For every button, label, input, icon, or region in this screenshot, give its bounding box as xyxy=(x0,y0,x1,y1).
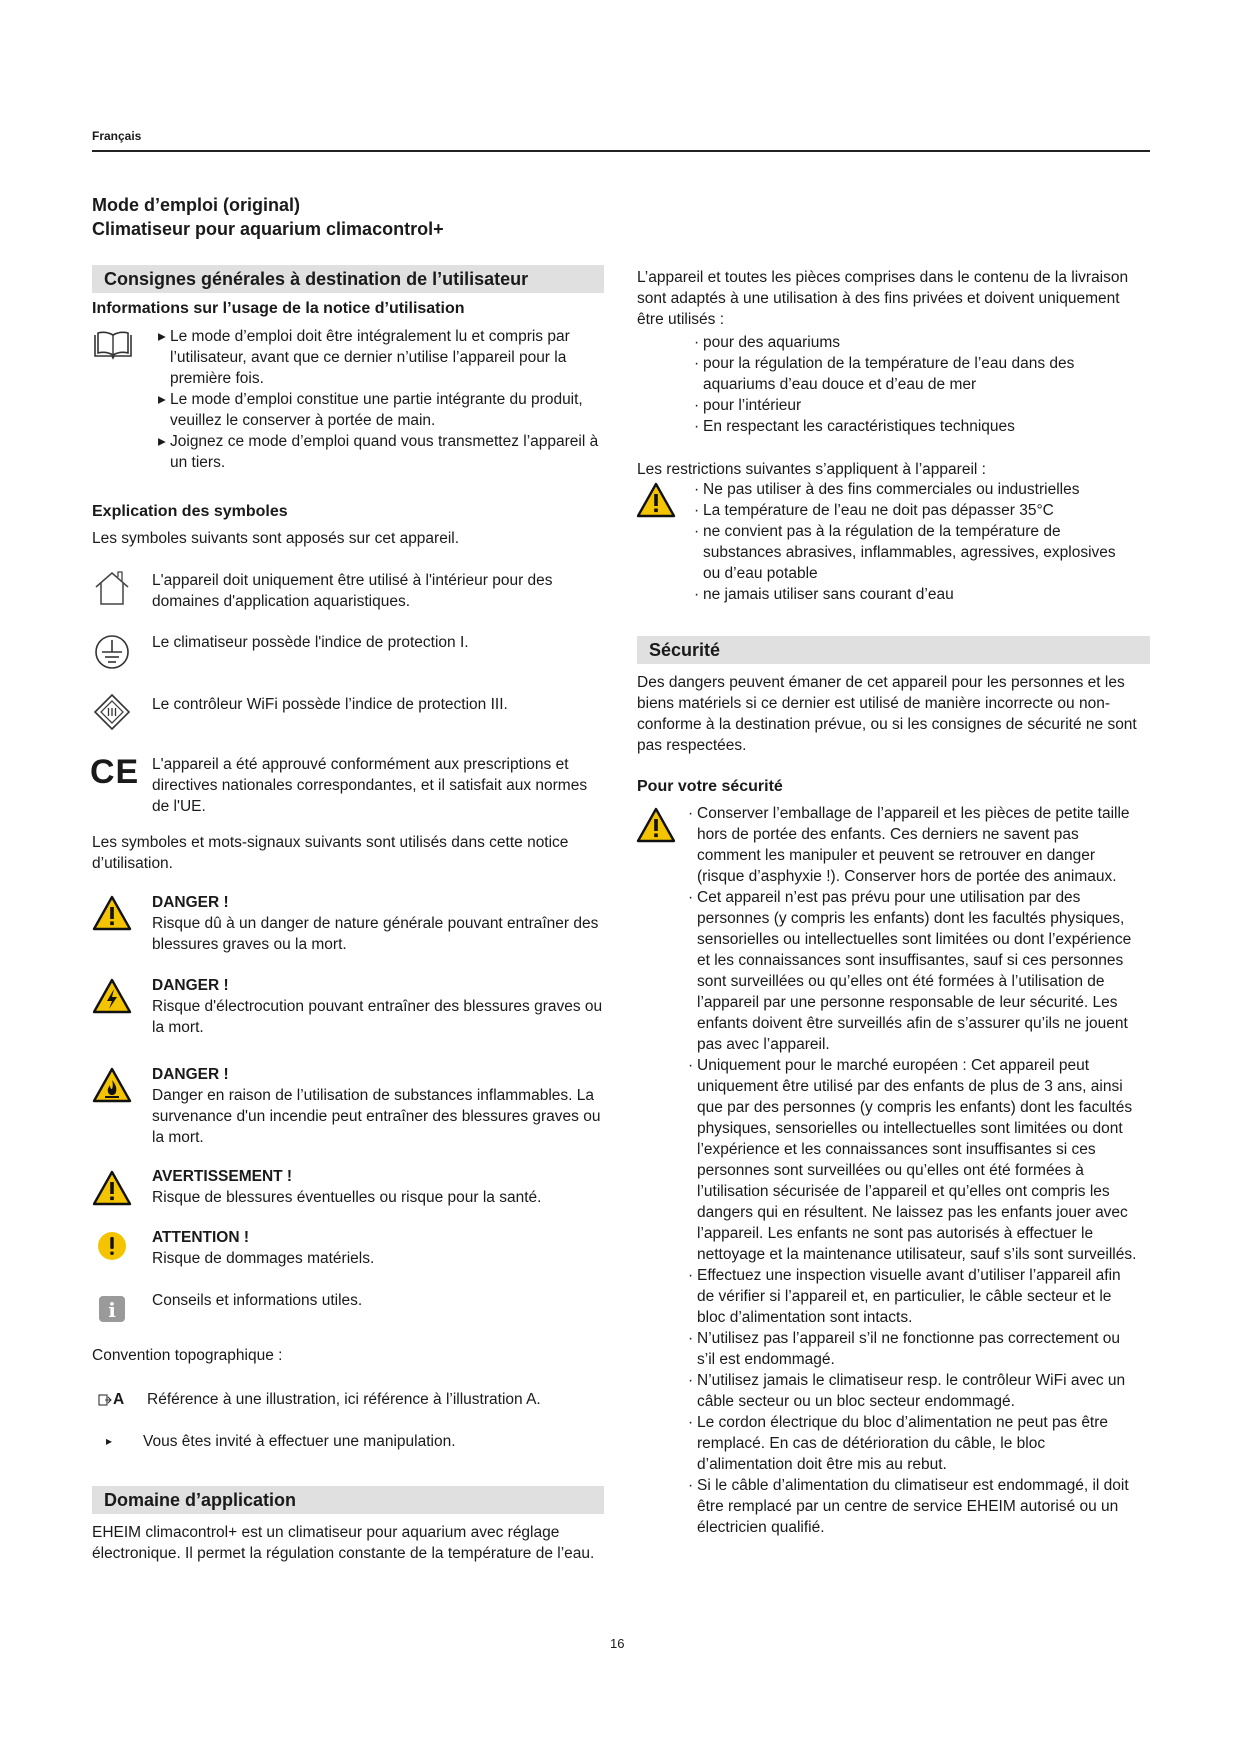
typo-heading: Convention topographique : xyxy=(92,1347,283,1364)
danger-general-text: Risque dû à un danger de nature générale pouvant entraîner des blessures graves ou la mort. xyxy=(152,915,599,953)
symbol-class3-text: Le contrôleur WiFi possède l’indice de protection III. xyxy=(152,696,508,713)
warning-restrictions-icon xyxy=(636,480,676,520)
restrictions-list xyxy=(694,479,1134,605)
warning-health xyxy=(152,1166,607,1208)
info-text: Conseils et informations utiles. xyxy=(152,1292,363,1309)
ce-mark-icon: CE xyxy=(90,753,140,791)
danger-flammable-title: DANGER ! xyxy=(152,1066,229,1083)
figure-reference-icon xyxy=(98,1389,124,1410)
protection-class-3-icon xyxy=(92,692,132,732)
action-arrow-icon: ▸ xyxy=(106,1434,113,1448)
attention-text: Risque de dommages matériels. xyxy=(152,1250,375,1267)
list-item: · Conserver l’emballage de l’appareil et les pièces de petite taille hors de portée des enfants. Ces derniers ne savent pas comment les manipuler et peuvent se retrouver en danger (risque d’asphyxie !). Conserver hors de portée des animaux. xyxy=(688,805,1130,885)
svg-text:i: i xyxy=(108,1298,116,1322)
symbol-class1-text: Le climatiseur possède l'indice de protection I. xyxy=(152,634,469,651)
list-item: · Le cordon électrique du bloc d’alimentation ne peut pas être remplacé. En cas de détérioration du câble, le bloc d’alimentation doit être mis au rebut. xyxy=(688,1414,1109,1473)
danger-electric-text: Risque d'électrocution pouvant entraîner des blessures graves ou la mort. xyxy=(152,998,603,1036)
warning-general-icon xyxy=(92,893,132,933)
danger-flammable xyxy=(152,1064,607,1148)
danger-flammable-text: Danger en raison de l’utilisation de substances inflammables. La survenance d'un incendie peut entraîner des blessures graves ou la mort. xyxy=(152,1087,601,1146)
section-band-security: Sécurité xyxy=(637,636,1150,664)
safety-list xyxy=(688,803,1140,1538)
usage-list xyxy=(694,332,1132,437)
list-item: · La température de l’eau ne doit pas dépasser 35°C xyxy=(694,502,1054,519)
info-icon xyxy=(92,1289,132,1329)
section-band-general: Consignes générales à destination de l’utilisateur xyxy=(92,265,604,293)
attention-icon xyxy=(92,1226,132,1266)
house-icon xyxy=(92,568,132,608)
info-bullet-list xyxy=(158,326,613,473)
list-item: · En respectant les caractéristiques techniques xyxy=(694,418,1015,435)
warning-health-title: AVERTISSEMENT ! xyxy=(152,1168,293,1185)
restrictions-intro: Les restrictions suivantes s’appliquent à l’appareil : xyxy=(637,461,986,478)
your-safety-heading: Pour votre sécurité xyxy=(637,778,783,795)
symbol-indoor-text: L'appareil doit uniquement être utilisé à l'intérieur pour des domaines d'application aquaristiques. xyxy=(152,572,553,610)
domain-text: EHEIM climacontrol+ est un climatiseur pour aquarium avec réglage électronique. Il permet la régulation constante de la température de l’eau. xyxy=(92,1524,595,1562)
list-item: · pour l’intérieur xyxy=(694,397,802,414)
list-item: · N’utilisez pas l’appareil s’il ne fonctionne pas correctement ou s’il est endommagé. xyxy=(688,1330,1121,1368)
attention-material xyxy=(152,1227,607,1269)
list-item: · Ne pas utiliser à des fins commerciales ou industrielles xyxy=(694,481,1080,498)
symbols-intro: Les symboles suivants sont apposés sur cet appareil. xyxy=(92,530,460,547)
danger-electric-title: DANGER ! xyxy=(152,977,229,994)
list-item: · Effectuez une inspection visuelle avant d’utiliser l’appareil afin de vérifier si l’appareil et, en particulier, le câble secteur et le bloc d’alimentation sont intacts. xyxy=(688,1267,1121,1326)
language-label: Français xyxy=(92,129,142,143)
warning-electric-icon xyxy=(92,976,132,1016)
list-item: · ne jamais utiliser sans courant d’eau xyxy=(694,586,954,603)
list-item: ▸ Joignez ce mode d’emploi quand vous transmettez l’appareil à un tiers. xyxy=(158,433,599,471)
list-item: ▸ Le mode d’emploi doit être intégralement lu et compris par l’utilisateur, avant que ce dernier n’utilise l’appareil pour la première fois. xyxy=(158,328,570,387)
list-item: ▸ Le mode d’emploi constitue une partie intégrante du produit, veuillez le conserver à portée de main. xyxy=(158,391,583,429)
danger-general xyxy=(152,892,607,955)
section-band-domain: Domaine d’application xyxy=(92,1486,604,1514)
symbol-ce-text: L'appareil a été approuvé conformément aux prescriptions et directives nationales correspondantes, et il satisfait aux normes de l'UE. xyxy=(152,756,588,815)
info-heading: Informations sur l’usage de la notice d’utilisation xyxy=(92,300,465,317)
symbols-heading: Explication des symboles xyxy=(92,503,288,520)
list-item: · Uniquement pour le marché européen : Cet appareil peut uniquement être utilisé par des enfants de plus de 3 ans, ainsi que par des personnes (y compris les enfants) dont les facultés physiques, sensorielles ou intellectuelles sont limitées ou dont l’expérience et les connaissances sont insuffisantes si ces personnes sont surveillées ou qu’elles ont été formées à l’utilisation sécurisée de l’appareil et qu’elles ont compris les dangers qui en résultent. Ne laissez pas les enfants jouer avec l’appareil. Les enfants ne sont pas autorisés à effectuer le nettoyage et la maintenance utilisateur, sauf s’ils sont surveillés. xyxy=(688,1057,1137,1263)
typo-ref-text: Référence à une illustration, ici référence à l’illustration A. xyxy=(147,1391,541,1408)
danger-electric xyxy=(152,975,607,1038)
title-line-2: Climatiseur pour aquarium climacontrol+ xyxy=(92,219,444,239)
figure-reference-label: A xyxy=(113,1391,125,1408)
usage-intro: L’appareil et toutes les pièces comprises dans le contenu de la livraison sont adaptés à une utilisation à des fins privées et doivent uniquement être utilisés : xyxy=(637,269,1129,328)
document-title xyxy=(92,193,444,241)
header-rule xyxy=(92,150,1150,152)
attention-title: ATTENTION ! xyxy=(152,1229,250,1246)
list-item: · Cet appareil n’est pas prévu pour une utilisation par des personnes (y compris les enfants) dont les facultés physiques, sensorielles ou intellectuelles sont limitées ou dont l’expérience et les connaissances sont insuffisantes, sauf si ces personnes sont surveillées ou qu’elles ont été formées à l’utilisation de l’appareil par une personne responsable de leur sécurité. Les enfants doivent être surveillés afin de s’assurer qu’ils ne jouent pas avec l’appareil. xyxy=(688,889,1132,1053)
warning-flammable-icon xyxy=(92,1065,132,1105)
warning-health-icon xyxy=(92,1168,132,1208)
title-line-1: Mode d’emploi (original) xyxy=(92,195,300,215)
warning-safety-icon xyxy=(636,805,676,845)
danger-general-title: DANGER ! xyxy=(152,894,229,911)
list-item: · ne convient pas à la régulation de la température de substances abrasives, inflammables, agressives, explosives ou d’eau potable xyxy=(694,523,1116,582)
typo-action-text: Vous êtes invité à effectuer une manipulation. xyxy=(143,1433,456,1450)
list-item: · pour des aquariums xyxy=(694,334,840,351)
list-item: · Si le câble d’alimentation du climatiseur est endommagé, il doit être remplacé par un centre de service EHEIM autorisé ou un électricien qualifié. xyxy=(688,1477,1129,1536)
signals-intro: Les symboles et mots-signaux suivants sont utilisés dans cette notice d’utilisation. xyxy=(92,834,569,872)
list-item: · N’utilisez jamais le climatiseur resp. le contrôleur WiFi avec un câble secteur ou un bloc secteur endommagé. xyxy=(688,1372,1126,1410)
warning-health-text: Risque de blessures éventuelles ou risque pour la santé. xyxy=(152,1189,542,1206)
page-number: 16 xyxy=(610,1636,625,1651)
security-intro: Des dangers peuvent émaner de cet appareil pour les personnes et les biens matériels si ce dernier est utilisé de manière incorrecte ou non-conforme à la destination prévue, ou si les consignes de sécurité ne sont pas respectées. xyxy=(637,674,1137,754)
list-item: · pour la régulation de la température de l’eau dans des aquariums d’eau douce et d’eau de mer xyxy=(694,355,1075,393)
protection-class-1-icon xyxy=(92,632,132,672)
book-icon xyxy=(92,328,134,362)
